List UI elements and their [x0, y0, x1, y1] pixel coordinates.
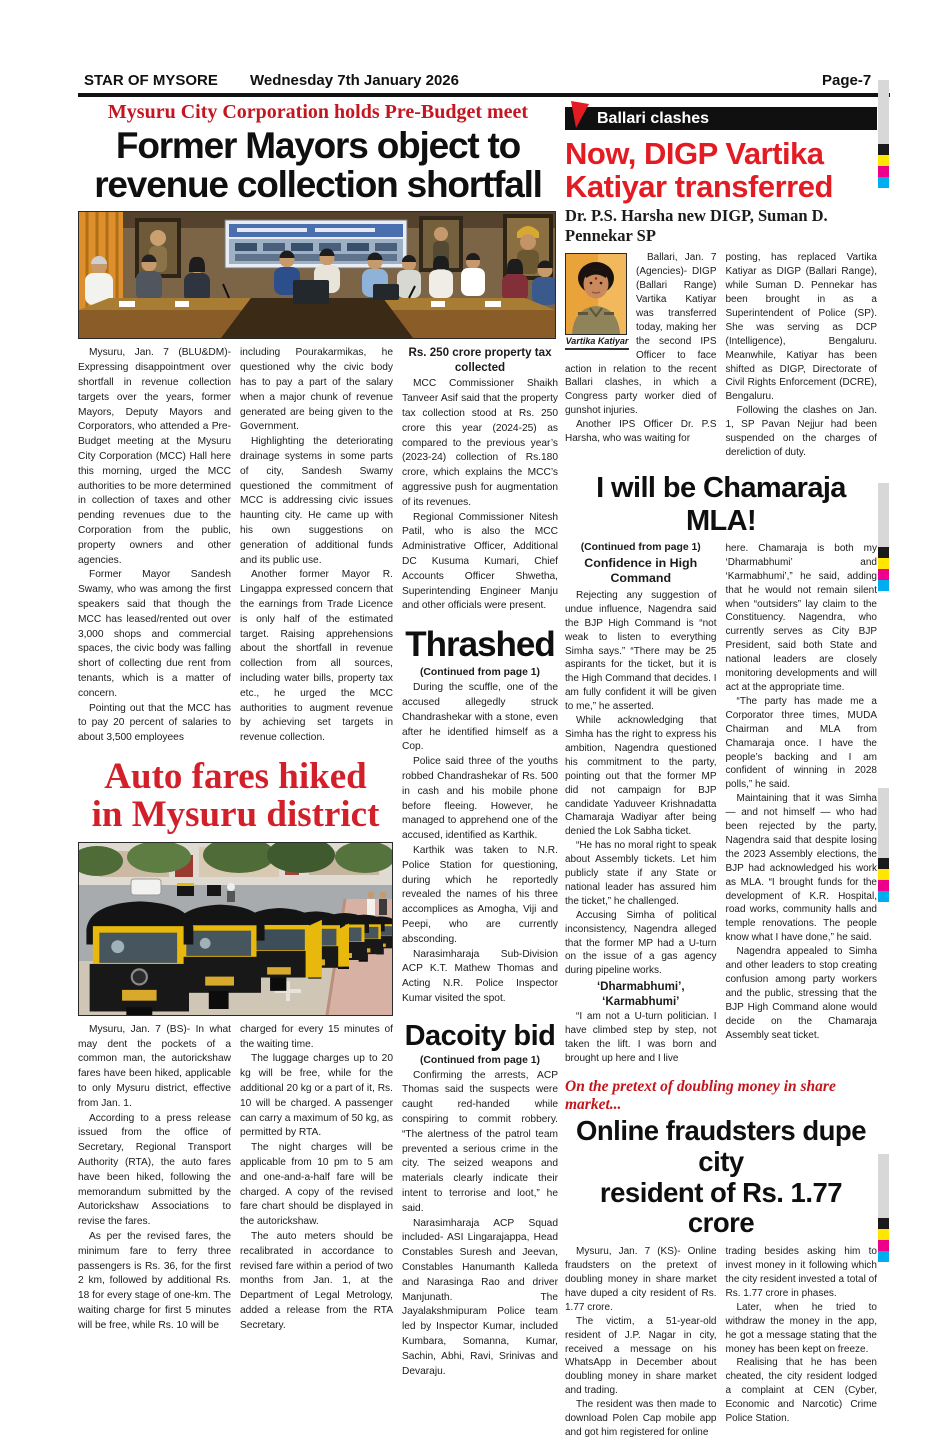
article-paragraph: including Pourakarmikas, he questioned why the civic body has to pay a part of the salary when a major chunk of revenue generated are being given to the Government.: [240, 347, 393, 433]
article-paragraph: Highlighting the deteriorating drainage systems in some parts of city, Sandesh Swamy questioned the commitment of MCC is addressing civic issues haunting city. He came up with his own suggestions on generation of additional funds and its public use.: [240, 436, 393, 566]
digp-headline-line2: Katiyar transferred: [565, 169, 833, 205]
article-paragraph: Accusing Simha of political inconsistency, Nagendra alleged that the former MP had a U-turn on the issue of a gas agency during pipeline works.: [565, 909, 717, 977]
fraud-column-1: [565, 1245, 717, 1440]
fraud-column-2: [726, 1245, 878, 1440]
autofares-column-2: [240, 1023, 393, 1334]
article-paragraph: here. Chamaraja is both my ‘Dharmabhumi’ and ‘Karmabhumi’,” he said, adding that he would not remain silent when “outsiders” lay claim to the Constituency. Nagendra, who currently serves as City BJP President, said both State and national leaders are closely monitoring developments and will act at the appropriate time.: [725, 542, 877, 693]
article-paragraph: Police said three of the youths robbed Chandrashekar of Rs. 500 in cash and his mobile phone before fleeing. However, he managed to apprehend one of the accused, identified as Karthik.: [402, 756, 558, 842]
fraud-kicker: On the pretext of doubling money in share market...: [565, 1078, 836, 1114]
article-paragraph: MCC Commissioner Shaikh Tanveer Asif said that the property tax collection stood at Rs. 250 crore this year (2024-25) as compared to the previous year’s (2023-24) collection of Rs.180 crore, which explains the MCC’s aggressive push for augmentation of its revenues.: [402, 378, 558, 508]
autofares-headline: [78, 755, 393, 836]
lead-headline-line2: revenue collection shortfall: [94, 164, 542, 206]
calibration-gray: [878, 788, 889, 858]
article-paragraph: Mysuru, Jan. 7 (BS)- In what may dent the pockets of a common man, the autorickshaw fares have been hiked, applicable to only Mysuru district, effective from Jan. 1.: [78, 1023, 231, 1109]
dharmabhumi-subhead: ‘Dharmabhumi’, ‘Karmabhumi’: [596, 980, 685, 1009]
article-paragraph: As per the revised fares, the minimum fare to ferry three passengers is Rs. 36, for the first 2 km, followed by additional Rs. 18 for every stage of one-km. The waiting charge for first 5 minutes will be free, while Rs. 10 will be: [78, 1231, 231, 1331]
wall-portrait-left: [135, 218, 181, 278]
ballari-tag-label: Ballari clashes: [597, 110, 710, 127]
fraud-headline-line1: Online fraudsters dupe city: [575, 1115, 867, 1177]
ballari-tag-bar: [565, 107, 877, 130]
lead-headline-line1: Former Mayors object to: [115, 125, 521, 166]
masthead-title: STAR OF MYSORE: [84, 72, 218, 89]
article-paragraph: Mysuru, Jan. 7 (KS)- Online fraudsters on the pretext of doubling money in share market have duped a city resident of Rs. 1.77 crore.: [565, 1246, 717, 1313]
article-paragraph: While acknowledging that Simha has the right to express his ambition, Nagendra questioned his commitment to the party, pointing out that the former MP did not campaign for BJP candidate Yaduveer Krishnadatta Chamaraja Wadiyar after being denied the Lok Sabha ticket.: [565, 715, 717, 838]
color-calibration-bar: [878, 1154, 889, 1262]
dacoity-headline: Dacoity bid: [404, 1019, 556, 1052]
photo-caption: Vartika Katiyar: [565, 335, 629, 350]
autorickshaws-photo: [78, 842, 393, 1016]
color-calibration-bar: [878, 483, 889, 591]
continued-note: (Continued from page 1): [419, 667, 541, 679]
continued-note: (Continued from page 1): [419, 1054, 541, 1066]
article-paragraph: Later, when he tried to withdraw the money in the app, he got a message stating that the money has been kept on freeze.: [725, 1301, 877, 1355]
article-paragraph: Mysuru, Jan. 7 (BLU&DM)- Expressing disappointment over shortfall in revenue collection targets over the years, former Mayors, Deputy Mayors and Corporators, who attended a Pre-Budget meeting at the Mysuru City Corporation (MCC) Hall here this morning, urged the MCC authorities to be more determined in collection of taxes and other pending revenues due to the Corporation from the public, property owners and other agencies.: [78, 347, 231, 566]
masthead-date: Wednesday 7th January 2026: [250, 72, 459, 89]
ballari-column-1: [565, 251, 717, 460]
vartika-portrait-illustration: [565, 253, 627, 335]
article-paragraph: The night charges will be applicable from 10 pm to 5 am and one-and-a-half fare will be charged. A copy of the revised fare chart should be displayed in the autorickshaw.: [240, 1142, 393, 1228]
article-paragraph: Pointing out that the MCC has to pay 20 percent of salaries to about 3,500 employees: [78, 702, 231, 744]
lead-article: [78, 101, 558, 1379]
article-paragraph: Former Mayor Sandesh Swamy, who was among the first speakers said that though the MCC has leased/rented out over 3,000 shops and commercial spaces, the civic body was falling short of collecting due rent from tenants, which is a matter of concern.: [78, 569, 231, 699]
auto: [86, 901, 193, 1015]
article-paragraph: “He has no moral right to speak about Assembly tickets. Let him publicly state if any State or national leader has assured him the ticket,” he challenged.: [565, 840, 717, 907]
article-paragraph: The auto meters should be recalibrated in accordance to revised fare within a period of two months from Jan. 1, at the Department of Legal Metrology, added a release from the RTA Secretary.: [240, 1231, 393, 1331]
article-paragraph: Another former Mayor R. Lingappa expressed concern that the earnings from Trade Licence is only half of the estimated target. Raising apprehensions about the shortfall in revenue collection from all sources, including water bills, property tax etc., he urged the MCC authorities to augment revenue by achieving set targets in revenue collection.: [240, 569, 393, 744]
ballari-column-2: [726, 251, 878, 460]
article-paragraph: Maintaining that it was Simha — and not himself — who had been rejected by the party, Nagendra said that despite losing the 2023 Assembly elections, the BJP had acknowledged his work as MLA. “I brought funds for the development of K.R. Hospital, road works, community halls and temple renovations. The people know what I have done,” he said.: [725, 793, 877, 944]
article-paragraph: Narasimharaja ACP Squad included- ASI Lingarajappa, Head Constables Suresh and Jeevan, Constables Hanumanth Kalleda and Narasinga Rao and driver Manjunath. The Jayalakshmipuram Police team led by Inspector Kumar, included Kumbara, Somanna, Kumar, Sachin, Abhi, Ravi, Srinivas and Devaraju.: [402, 1217, 558, 1377]
autofares-headline-line1: Auto fares hiked: [104, 755, 367, 797]
article-paragraph: Rejecting any suggestion of undue influence, Nagendra said the BJP High Command is “not weak to listen to everything Simha says.” “There may be 25 aspirants for the ticket, but it is the High Command that decides. I am fully confident it will be given to me,” he asserted.: [565, 589, 717, 713]
article-paragraph: Following the clashes on Jan. 1, SP Pavan Nejjur had been suspended on the charges of dereliction of duty.: [725, 405, 877, 458]
property-tax-subhead: Rs. 250 crore property tax collected: [408, 346, 552, 374]
autofares-article: [78, 755, 393, 1334]
article-paragraph: Karthik was taken to N.R. Police Station for questioning, during which he reportedly revealed the names of his three accomplices as Amogha, Viji and Peepi, who are currently absconding.: [402, 844, 558, 945]
autofares-headline-line2: in Mysuru district: [91, 794, 380, 836]
article-paragraph: charged for every 15 minutes of the waiting time.: [240, 1023, 393, 1050]
color-calibration-bar: [878, 80, 889, 188]
lead-column-3: [402, 346, 558, 1379]
article-paragraph: According to a press release issued from the office of Secretary, Regional Transport Authority (RTA), the auto fares have been hiked, following the memorandum submitted by the Autorickshaw Associations to revise the fares.: [78, 1112, 231, 1228]
article-paragraph: Narasimharaja Sub-Division ACP K.T. Mathew Thomas and Acting N.R. Police Inspector Kumar visited the spot.: [402, 948, 558, 1004]
thrashed-headline: Thrashed: [405, 625, 555, 665]
flag-icon: [570, 101, 590, 129]
continued-note: (Continued from page 1): [580, 541, 701, 553]
meeting-photo: [78, 211, 556, 339]
digp-subhead: Dr. P.S. Harsha new DIGP, Suman D. Pennekar SP: [565, 206, 828, 246]
article-paragraph: Ballari, Jan. 7 (Agencies)- DIGP (Ballari Range) Vartika Katiyar was transferred today, making her the second IPS Officer to face action in relation to the recent Ballari clashes, in which a Congress party worker died of gunshot injuries.: [565, 252, 717, 417]
autorickshaws-illustration: [79, 843, 392, 1015]
confidence-subhead: Confidence in High Command: [584, 555, 698, 586]
article-paragraph: Regional Commissioner Nitesh Patil, who is also the MCC Administrative Officer, Additional DC Kusuma Kumari, Chief Accounts Officer Shwetha, Superintending Engineer Manju and other officials were present.: [402, 511, 558, 612]
lead-kicker: Mysuru City Corporation holds Pre-Budget meet: [107, 101, 529, 123]
article-paragraph: The victim, a 51-year-old resident of J.P. Nagar in city, received a message on his WhatsApp in December about doubling money in share market and trading.: [565, 1315, 717, 1397]
chamaraja-headline: I will be Chamaraja MLA!: [596, 471, 846, 537]
article-paragraph: The luggage charges up to 20 kg will be free, while for the additional 20 kg or a part of it, Rs. 10 will be charged. A passenger can carry a maximum of 50 kg, as permitted by RTA.: [240, 1053, 393, 1139]
autofares-column-1: [78, 1023, 231, 1334]
article-paragraph: Another IPS Officer Dr. P.S Harsha, who was waiting for: [565, 419, 717, 445]
article-paragraph: Confirming the arrests, ACP Thomas said the suspects were caught red-handed while conspiring to commit robbery. “The alertness of the patrol team prevented a serious crime in the city. The seized weapons and materials clearly indicate their intent to terrorise and loot,” he said.: [402, 1069, 558, 1214]
digp-headline: [565, 137, 877, 203]
calibration-gray: [878, 1154, 889, 1218]
article-paragraph: Realising that he has been cheated, the city resident lodged a complaint at CEN (Cyber, Economic and Narcotic) Crime Police Station.: [725, 1357, 877, 1425]
article-paragraph: “I am not a U-turn politician. I have climbed step by step, not taken the lift. I was born and brought up here and I live: [565, 1011, 717, 1065]
lead-column-1: [78, 346, 231, 746]
article-paragraph: trading besides asking him to invest money in it following which the city resident invested a total of Rs. 1.77 crore in phases.: [725, 1246, 877, 1299]
fraud-headline-line2: resident of Rs. 1.77 crore: [599, 1176, 843, 1239]
meeting-photo-illustration: [79, 212, 555, 338]
masthead-page-number: Page-7: [822, 72, 872, 89]
chamaraja-column-1: [565, 542, 717, 1066]
color-calibration-bar: [878, 788, 889, 902]
digp-headline-line1: Now, DIGP Vartika: [565, 136, 824, 171]
chamaraja-column-2: [726, 542, 878, 1066]
article-paragraph: “The party has made me a Corporator three times, MUDA Chairman and MLA from Chamaraja once. I have the people’s backing and I am confident of winning in 2028 polls,” he said.: [725, 695, 877, 791]
masthead-rule: [78, 93, 890, 97]
lead-headline: [78, 126, 558, 204]
calibration-gray: [878, 483, 889, 547]
fraud-headline: [565, 1116, 877, 1239]
vartika-portrait: [565, 253, 629, 350]
article-paragraph: The resident was then made to download Polen Cap mobile app and got him registered for online: [565, 1399, 717, 1438]
masthead: [78, 72, 878, 92]
article-paragraph: posting, has replaced Vartika Katiyar as DIGP (Ballari Range), while Suman D. Pennekar has been brought in as a Superintendent of Police (SP). She was serving as DCP (Intelligence), Bengaluru. Meanwhile, Katiyar has been shifted as DIGP, Directorate of Civil Rights Enforcement (DCRE), Bengaluru.: [725, 252, 877, 403]
calibration-gray: [878, 80, 889, 144]
article-paragraph: During the scuffle, one of the accused allegedly struck Chandrashekar with a stone, even after he identified himself as a Cop.: [402, 682, 558, 753]
article-paragraph: Nagendra appealed to Simha and other leaders to stop creating confusion among party workers and the public, stressing that the BJP High Command alone would decide on the Chamaraja Assembly seat ticket.: [725, 946, 877, 1041]
right-column: [565, 107, 877, 1440]
motorcyclist-helmet: [227, 883, 235, 891]
lead-column-2: [240, 346, 393, 746]
